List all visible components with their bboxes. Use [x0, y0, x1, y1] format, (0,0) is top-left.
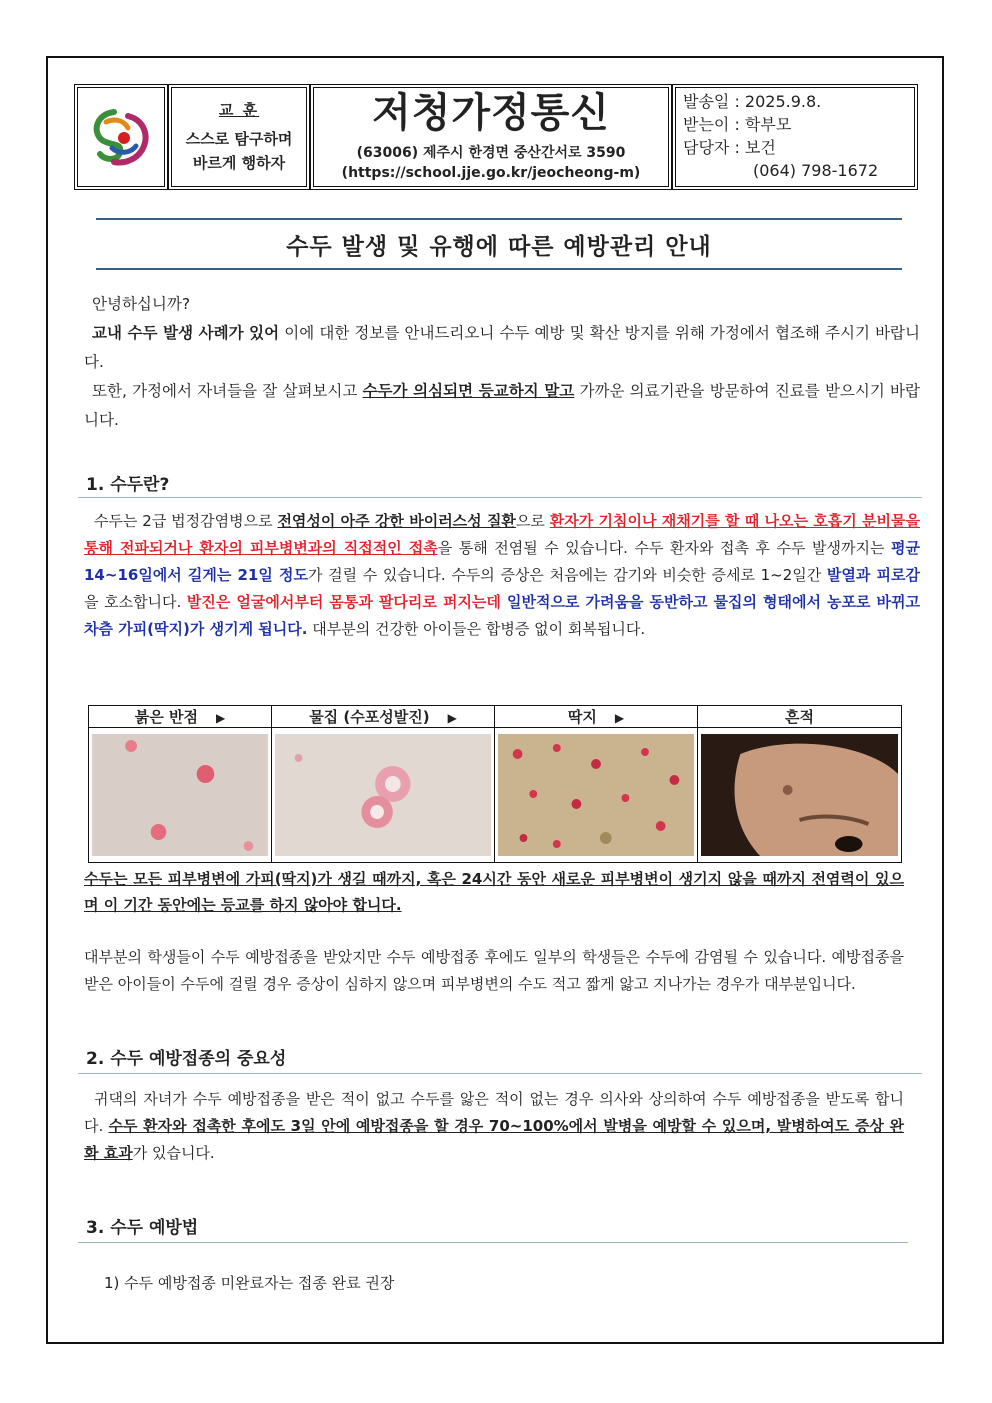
text: 을 통해 전염될 수 있습니다. 수두 환자와 접촉 후 수두 발생까지는	[437, 539, 891, 557]
motto-line: 스스로 탐구하며	[185, 130, 293, 149]
emphasis-red: 환자가 기침이나 재채기를 할 때 나오는 호흡기 분비물을 통해 전파되거나 환자의 피부병변과의 직접적인 접촉	[84, 512, 921, 557]
intro-text: 이에 대한 정보를 안내드리오니 수두 예방 및 확산 방지를 위해 가정에서 협조해 주시기 바랍니다.	[84, 324, 920, 371]
stage-label: 딱지	[567, 708, 597, 726]
school-address: (63006) 제주시 한경면 중산간서로 3590	[356, 144, 626, 161]
emphasis: 전염성이 아주 강한 바이러스성 질환	[277, 512, 516, 530]
stage-header	[698, 706, 902, 728]
stage-label: 물집 (수포성발진)	[309, 708, 430, 726]
emphasis-blue: 일반적으로 가려움을 동반하고 물집의 형태에서 농포로 바뀌고 차츰 가피(딱지)가 생기게 됩니다.	[84, 593, 920, 638]
emphasis: 수두 환자와 접촉한 후에도 3일 안에 예방접종을 할 경우 70~100%에서 발병을 예방할 수 있으며, 발병하여도 증상 완화 효과	[84, 1117, 904, 1162]
text: 가 걸릴 수 있습니다. 수두의 증상은 처음에는 감기와 비슷한 증세로 1~2일간	[307, 566, 827, 584]
stage-photo-cell	[89, 728, 272, 863]
stage-label: 흔적	[785, 708, 814, 726]
scab-photo	[498, 734, 694, 856]
vaccinated-note: 대부분의 학생들이 수두 예방접종을 받았지만 수두 예방접종 후에도 일부의 학생들은 수두에 감염될 수 있습니다. 예방접종을 받은 아이들이 수두에 걸릴 경우 증상이 심하지 않으며 피부병변의 수도 적고 짧게 앓고 지나가는 경우가 대부분입니다.	[84, 948, 904, 993]
prevention-item: 1) 수두 예방접종 미완료자는 접종 완료 권장	[104, 1274, 395, 1292]
arrow-icon: ▶	[614, 711, 625, 725]
blister-photo	[275, 734, 491, 856]
intro-emphasis: 수두가 의심되면 등교하지 말고	[362, 382, 575, 400]
issue-date: 발송일 : 2025.9.8.	[683, 92, 822, 111]
issue-recipient: 받는이 : 학부모	[683, 114, 792, 134]
arrow-icon: ▶	[447, 711, 457, 725]
intro-paragraph	[84, 319, 920, 377]
section2-paragraph	[84, 1086, 904, 1167]
intro-paragraph	[84, 377, 920, 435]
contagious-period-note	[84, 866, 904, 918]
intro	[84, 290, 920, 435]
red-spots-photo	[92, 734, 268, 856]
school-motto	[168, 84, 310, 190]
arrow-icon: ▶	[215, 711, 226, 725]
stage-header	[272, 706, 495, 728]
section-heading: 2. 수두 예방접종의 중요성	[78, 1044, 922, 1074]
stage-photo-cell	[272, 728, 495, 863]
stage-header	[89, 706, 272, 728]
symptom-stage-table	[88, 705, 902, 863]
emphasis-blue: 평균 14~16일에서 길게는 21일 정도	[84, 539, 920, 584]
motto-title: 교 훈	[218, 101, 260, 120]
document-title-bar	[96, 218, 902, 270]
emphasis-blue: 발열과 피로감	[826, 566, 920, 584]
intro-text: 가까운 의료기관을 방문하여 진료를 받으시기 바랍니다.	[84, 382, 920, 429]
section1-paragraph	[84, 508, 920, 643]
issue-contact: 담당자 : 보건	[683, 137, 776, 157]
scar-photo	[701, 734, 898, 856]
stage-label: 붉은 반점	[134, 708, 198, 726]
text: 대부분의 건강한 아이들은 합병증 없이 회복됩니다.	[307, 620, 646, 638]
greeting: 안녕하십니까?	[92, 295, 191, 313]
intro-emphasis: 교내 수두 발생 사례가 있어	[92, 324, 280, 342]
school-logo-icon	[84, 102, 158, 172]
document-title: 수두 발생 및 유행에 따른 예방관리 안내	[286, 233, 712, 260]
text: 으로	[515, 512, 550, 530]
text: 귀댁의 자녀가 수두 예방접종을 받은 적이 없고 수두를 앓은 적이 없는 경우 의사와 상의하여 수두 예방접종을 받도록 합니다.	[84, 1090, 904, 1135]
newsletter-title: 저청가정통신	[372, 89, 610, 136]
newsletter-header	[74, 84, 918, 190]
motto-line: 바르게 행하자	[192, 153, 286, 172]
issue-phone: (064) 798-1672	[753, 160, 879, 180]
issue-info	[672, 84, 918, 190]
intro-text: 또한, 가정에서 자녀들을 잘 살펴보시고	[92, 382, 363, 400]
text: 을 호소합니다.	[84, 593, 187, 611]
text: 수두는 2급 법정감염병으로	[94, 512, 278, 530]
section-heading: 3. 수두 예방법	[78, 1213, 908, 1243]
emphasis: 수두는 모든 피부병변에 가피(딱지)가 생길 때까지, 혹은 24시간 동안 새로운 피부병변이 생기지 않을 때까지 전염력이 있으며 이 기간 동안에는 등교를 하지 않아야 합니다.	[84, 870, 904, 914]
newsletter-title-block	[310, 84, 672, 190]
school-url[interactable]: (https://school.jje.go.kr/jeocheong-m)	[341, 165, 641, 181]
stage-header	[495, 706, 698, 728]
section-heading: 1. 수두란?	[78, 470, 922, 498]
stage-photo-cell	[495, 728, 698, 863]
school-logo-cell	[74, 84, 168, 190]
emphasis-red: 발진은	[186, 593, 231, 611]
emphasis-red: 얼굴에서부터 몸통과 팔다리로 퍼지는데	[230, 593, 501, 611]
text: 가 있습니다.	[132, 1144, 215, 1162]
stage-photo-cell	[698, 728, 902, 863]
